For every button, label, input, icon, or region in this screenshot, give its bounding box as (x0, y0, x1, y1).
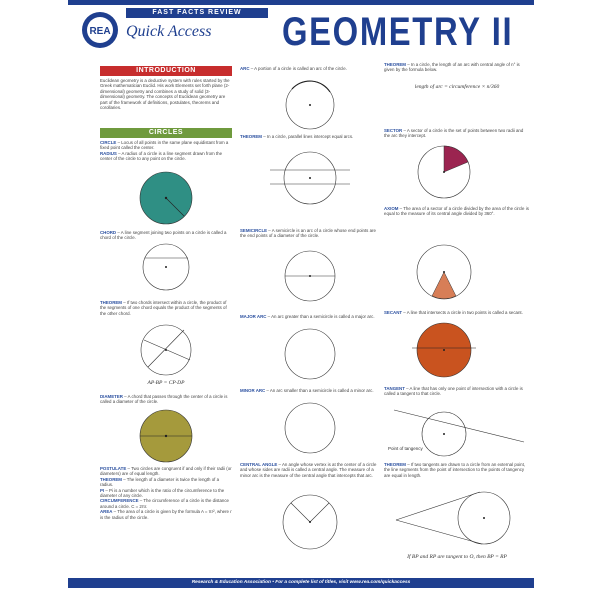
introduction-text: Euclidean geometry is a deductive system with rules started by the Greek mathematician Euclid. His work Elements set forth plane (2-dimensional) geometry and combines a study of solid (3-dimensional) geometry. The concepts of Euclidean geometry are part of the framework of definitions, postulates, theorems and corollaries. (100, 78, 230, 111)
arc-length-formula: length of arc = circumference × n/360 (414, 84, 500, 90)
minor-arc-figure (240, 400, 380, 456)
chords-formula: AP·BP = CP·DP (147, 380, 185, 386)
theorem-parallel-def: THEOREM – In a circle, parallel lines intercept equal arcs. (240, 134, 354, 139)
parallel-lines-figure (240, 148, 380, 208)
chord-figure (100, 242, 232, 292)
page-title: GEOMETRY II (282, 10, 514, 54)
circumference-def: CIRCUMFERENCE – The circumference of a circle is the distance around a circle. C = 2πr. (100, 498, 230, 509)
arc-figure (240, 78, 380, 132)
theorem-arc-length-def: THEOREM – In a circle, the length of an arc with central angle of n° is given by the formula below. (384, 62, 520, 73)
tangency-label: Point of tangency (388, 446, 423, 451)
sector-figure (384, 142, 530, 200)
theorem-diameter-def: THEOREM – The length of a diameter is twice the length of a radius. (100, 476, 220, 488)
postulate-def: POSTULATE – Two circles are congruent if and only if their radii (or diameters) are of equal length. (100, 466, 232, 477)
semicircle-def: SEMICIRCLE – A semicircle is an arc of a circle whose end points are the end points of a diameter of the circle. (240, 228, 376, 239)
tangents-formula: If BP and RP are tangent to O, then BP = RP (407, 554, 507, 560)
header (68, 0, 534, 58)
intersecting-chords-figure (100, 322, 232, 378)
major-arc-figure (240, 326, 380, 382)
diameter-figure (100, 408, 232, 464)
circle-def: CIRCLE – Locus of all points in the same plane equidistant from a fixed point called the center. (100, 140, 229, 151)
radius-def: RADIUS – A radius of a circle is a line segment drawn from the center of the circle to any point on the circle. (100, 150, 223, 162)
chord-def: CHORD – A line segment joining two points on a circle is called a chord of the circle. (100, 230, 227, 241)
central-angle-def: CENTRAL ANGLE – An angle whose vertex is at the center of a circle and whose sides are radii is called a central angle. The measure of a minor arc is the measure of the central angle that intercepts that arc. (240, 462, 377, 478)
quick-access-sheet (68, 0, 534, 600)
fast-facts-badge: FAST FACTS REVIEW (126, 8, 268, 18)
secant-figure (384, 320, 530, 380)
tangent-figure (384, 402, 530, 460)
circles-heading: CIRCLES (100, 128, 232, 138)
axiom-figure (384, 242, 530, 304)
pi-def: PI – Pi is a number which is the ratio of the circumference to the diameter of any circle. (100, 487, 225, 499)
introduction-heading: INTRODUCTION (100, 66, 232, 76)
radius-figure (100, 170, 232, 226)
footer: Research & Education Association • For a complete list of titles, visit www.rea.com/quickaccess (68, 578, 534, 588)
theorem-chords-def: THEOREM – If two chords intersect within a circle, the product of the segments of one chord equals the product of the segments of the other chord. (100, 300, 227, 316)
tangent-def: TANGENT – A line that has only one point of intersection with a circle is called a tangent to that circle. (384, 386, 523, 397)
theorem-tangents-def: THEOREM – If two tangents are drawn to a circle from an external point, the line segments from the point of intersection to the points of tangency are equal in length. (384, 462, 526, 478)
circle-term: CIRCLE (100, 140, 117, 145)
secant-def: SECANT – A line that intersects a circle in two points is called a secant. (384, 310, 523, 315)
major-arc-def: MAJOR ARC – An arc greater than a semicircle is called a major arc. (240, 314, 375, 319)
minor-arc-def: MINOR ARC – An arc smaller than a semicircle is called a minor arc. (240, 388, 374, 393)
arc-def: ARC – A portion of a circle is called an arc of the circle. (240, 66, 347, 71)
logo-text: REA (89, 26, 111, 37)
rea-logo-icon (80, 10, 120, 50)
axiom-def: AXIOM – The area of a sector of a circle divided by the area of the circle is equal to the measure of its central angle divided by 360°. (384, 206, 529, 217)
sector-def: SECTOR – A sector of a circle is the set of points between two radii and the arc they intercept. (384, 128, 524, 139)
central-angle-figure (240, 492, 380, 552)
radius-term: RADIUS (100, 150, 117, 156)
area-def: AREA – The area of a circle is given by the formula A = πr², where r is the radius of the circle. (100, 509, 232, 520)
product-name: Quick Access (126, 23, 212, 40)
two-tangents-figure (384, 486, 530, 550)
diameter-def: DIAMETER – A chord that passes through the center of a circle is called a diameter of the circle. (100, 394, 228, 405)
semicircle-figure (240, 248, 380, 304)
header-bar (68, 0, 534, 5)
